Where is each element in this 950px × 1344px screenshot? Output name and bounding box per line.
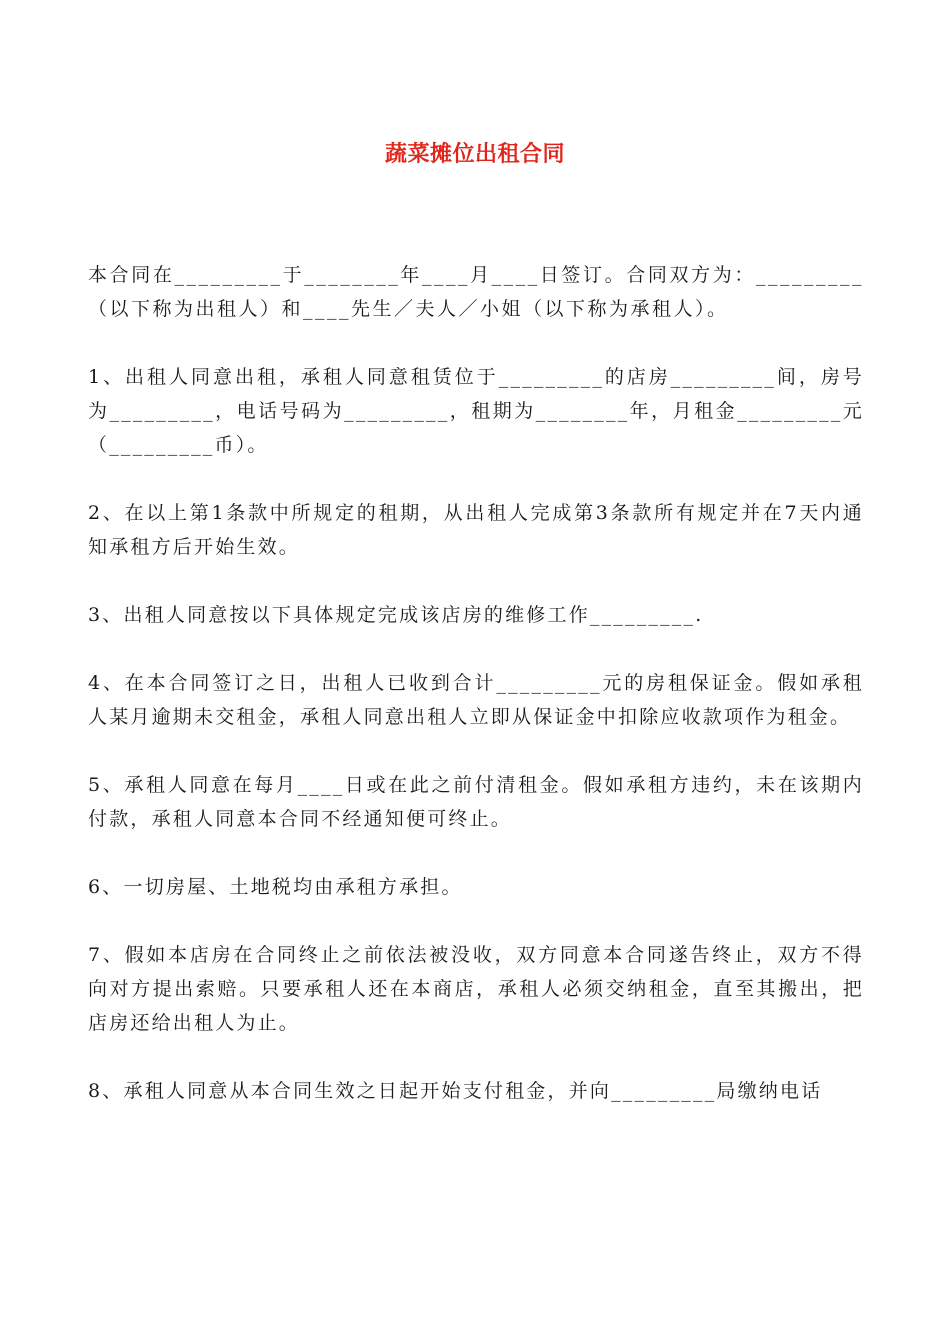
document-title: 蔬菜摊位出租合同 xyxy=(384,142,565,167)
paragraph-clause-2: 2、在以上第1条款中所规定的租期，从出租人完成第3条款所有规定并在7天内通知承租方后开始生效。 xyxy=(88,502,864,558)
paragraph-clause-4: 4、在本合同签订之日，出租人已收到合计_________元的房租保证金。假如承租人某月逾期未交租金，承租人同意出租人立即从保证金中扣除应收款项作为租金。 xyxy=(88,672,864,728)
paragraph-clause-3: 3、出租人同意按以下具体规定完成该店房的维修工作_________. xyxy=(88,604,704,626)
paragraph-intro: 本合同在_________于________年____月____日签订。合同双方为：_________（以下称为出租人）和____先生／夫人／小姐（以下称为承租人）。 xyxy=(88,264,864,320)
document-body xyxy=(88,258,864,1142)
paragraph-clause-1: 1、出租人同意出租，承租人同意租赁位于_________的店房_________间，房号为_________，电话号码为_________，租期为________年，月租金_________元（_________币）。 xyxy=(88,366,864,456)
paragraph-clause-8: 8、承租人同意从本合同生效之日起开始支付租金，并向_________局缴纳电话 xyxy=(88,1080,823,1102)
paragraph-clause-7: 7、假如本店房在合同终止之前依法被没收，双方同意本合同遂告终止，双方不得向对方提出索赔。只要承租人还在本商店，承租人必须交纳租金，直至其搬出，把店房还给出租人为止。 xyxy=(88,944,864,1034)
paragraph-clause-6: 6、一切房屋、土地税均由承租方承担。 xyxy=(88,876,463,898)
paragraph-clause-5: 5、承租人同意在每月____日或在此之前付清租金。假如承租方违约，未在该期内付款，承租人同意本合同不经通知便可终止。 xyxy=(88,774,864,830)
